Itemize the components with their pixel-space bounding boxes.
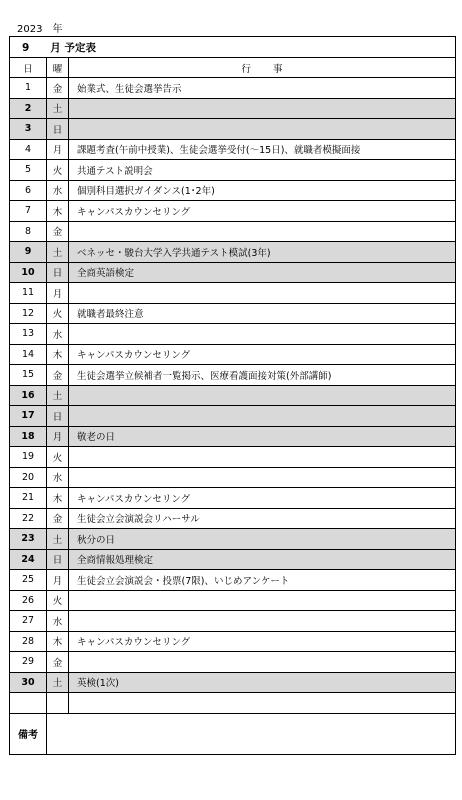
cell-day: 6 — [10, 180, 47, 201]
cell-day: 28 — [10, 631, 47, 652]
cell-event — [69, 221, 456, 242]
table-row — [10, 631, 456, 652]
cell-day: 2 — [10, 98, 47, 119]
cell-weekday: 水 — [47, 467, 69, 488]
cell-weekday: 金 — [47, 78, 69, 99]
cell-event: 全商英語検定 — [69, 262, 456, 283]
table-row — [10, 262, 456, 283]
cell-event — [69, 693, 456, 714]
table-row — [10, 508, 456, 529]
cell-weekday: 月 — [47, 426, 69, 447]
cell-event — [69, 447, 456, 468]
table-row — [10, 549, 456, 570]
cell-event: キャンパスカウンセリング — [69, 488, 456, 509]
table-row — [10, 426, 456, 447]
cell-event: 就職者最終注意 — [69, 303, 456, 324]
cell-day: 12 — [10, 303, 47, 324]
cell-weekday: 日 — [47, 119, 69, 140]
cell-day: 8 — [10, 221, 47, 242]
cell-weekday: 月 — [47, 139, 69, 160]
cell-weekday: 水 — [47, 324, 69, 345]
header-day: 日 — [10, 58, 47, 78]
cell-event — [69, 590, 456, 611]
table-row — [10, 78, 456, 99]
cell-event — [69, 324, 456, 345]
cell-day: 15 — [10, 365, 47, 386]
table-row — [10, 201, 456, 222]
cell-weekday: 土 — [47, 672, 69, 693]
cell-event: 英検(1次) — [69, 672, 456, 693]
cell-weekday — [47, 693, 69, 714]
cell-day: 24 — [10, 549, 47, 570]
cell-day: 30 — [10, 672, 47, 693]
table-row — [10, 221, 456, 242]
cell-day: 25 — [10, 570, 47, 591]
cell-weekday: 日 — [47, 549, 69, 570]
remarks-value — [47, 713, 456, 754]
cell-day: 27 — [10, 611, 47, 632]
cell-day: 1 — [10, 78, 47, 99]
table-row — [10, 652, 456, 673]
cell-event: キャンパスカウンセリング — [69, 631, 456, 652]
remarks-label: 備考 — [10, 713, 47, 754]
table-row — [10, 447, 456, 468]
cell-weekday: 土 — [47, 385, 69, 406]
cell-event: 全商情報処理検定 — [69, 549, 456, 570]
table-row — [10, 693, 456, 714]
cell-day: 7 — [10, 201, 47, 222]
table-row — [10, 529, 456, 550]
table-row — [10, 242, 456, 263]
table-row — [10, 119, 456, 140]
table-row — [10, 611, 456, 632]
cell-day: 19 — [10, 447, 47, 468]
cell-event: 秋分の日 — [69, 529, 456, 550]
table-row — [10, 365, 456, 386]
cell-weekday: 木 — [47, 631, 69, 652]
cell-weekday: 金 — [47, 508, 69, 529]
cell-weekday: 日 — [47, 406, 69, 427]
cell-weekday: 水 — [47, 611, 69, 632]
cell-day — [10, 693, 47, 714]
cell-day: 23 — [10, 529, 47, 550]
cell-day: 16 — [10, 385, 47, 406]
cell-day: 13 — [10, 324, 47, 345]
table-row — [10, 303, 456, 324]
cell-event — [69, 119, 456, 140]
cell-day: 26 — [10, 590, 47, 611]
cell-weekday: 火 — [47, 303, 69, 324]
cell-weekday: 金 — [47, 365, 69, 386]
table-row — [10, 344, 456, 365]
table-row — [10, 570, 456, 591]
cell-event — [69, 406, 456, 427]
table-row — [10, 180, 456, 201]
cell-event — [69, 98, 456, 119]
cell-day: 29 — [10, 652, 47, 673]
cell-day: 3 — [10, 119, 47, 140]
cell-event: 生徒会立会演説会・投票(7限)、いじめアンケート — [69, 570, 456, 591]
table-row — [10, 160, 456, 181]
table-row — [10, 488, 456, 509]
cell-weekday: 土 — [47, 98, 69, 119]
cell-event — [69, 467, 456, 488]
cell-weekday: 木 — [47, 201, 69, 222]
header-event: 行事 — [69, 58, 456, 78]
cell-weekday: 金 — [47, 221, 69, 242]
year-label: 2023 年 — [17, 24, 63, 35]
cell-event — [69, 652, 456, 673]
header-weekday: 曜 — [47, 58, 69, 78]
cell-event: 始業式、生徒会選挙告示 — [69, 78, 456, 99]
cell-weekday: 土 — [47, 242, 69, 263]
table-row — [10, 385, 456, 406]
cell-event: 課題考査(午前中授業)、生徒会選挙受付(～15日)、就職者模擬面接 — [69, 139, 456, 160]
header-row — [10, 58, 456, 78]
cell-weekday: 月 — [47, 570, 69, 591]
table-row — [10, 324, 456, 345]
cell-day: 20 — [10, 467, 47, 488]
cell-day: 10 — [10, 262, 47, 283]
cell-event: 生徒会選挙立候補者一覧掲示、医療看護面接対策(外部講師) — [69, 365, 456, 386]
title-row — [10, 37, 456, 58]
cell-weekday: 火 — [47, 447, 69, 468]
schedule-table — [9, 36, 456, 755]
cell-weekday: 木 — [47, 488, 69, 509]
cell-day: 9 — [10, 242, 47, 263]
table-row — [10, 406, 456, 427]
cell-day: 18 — [10, 426, 47, 447]
cell-day: 11 — [10, 283, 47, 304]
cell-weekday: 木 — [47, 344, 69, 365]
cell-weekday: 火 — [47, 590, 69, 611]
cell-day: 4 — [10, 139, 47, 160]
table-row — [10, 283, 456, 304]
table-row — [10, 98, 456, 119]
remarks-row — [10, 713, 456, 754]
cell-day: 21 — [10, 488, 47, 509]
table-row — [10, 467, 456, 488]
cell-event: キャンパスカウンセリング — [69, 201, 456, 222]
cell-event: 共通テスト説明会 — [69, 160, 456, 181]
cell-weekday: 土 — [47, 529, 69, 550]
table-row — [10, 672, 456, 693]
cell-day: 22 — [10, 508, 47, 529]
cell-event — [69, 283, 456, 304]
cell-event — [69, 385, 456, 406]
cell-day: 17 — [10, 406, 47, 427]
cell-weekday: 月 — [47, 283, 69, 304]
cell-event: ベネッセ・駿台大学入学共通テスト模試(3年) — [69, 242, 456, 263]
table-row — [10, 139, 456, 160]
cell-weekday: 金 — [47, 652, 69, 673]
cell-event — [69, 611, 456, 632]
cell-event: 生徒会立会演説会リハーサル — [69, 508, 456, 529]
cell-weekday: 水 — [47, 180, 69, 201]
schedule-title: 9 月 予定表 — [10, 37, 456, 58]
cell-weekday: 火 — [47, 160, 69, 181]
cell-day: 5 — [10, 160, 47, 181]
cell-day: 14 — [10, 344, 47, 365]
table-row — [10, 590, 456, 611]
cell-event: 敬老の日 — [69, 426, 456, 447]
cell-event: キャンパスカウンセリング — [69, 344, 456, 365]
cell-event: 個別科目選択ガイダンス(1･2年) — [69, 180, 456, 201]
cell-weekday: 日 — [47, 262, 69, 283]
